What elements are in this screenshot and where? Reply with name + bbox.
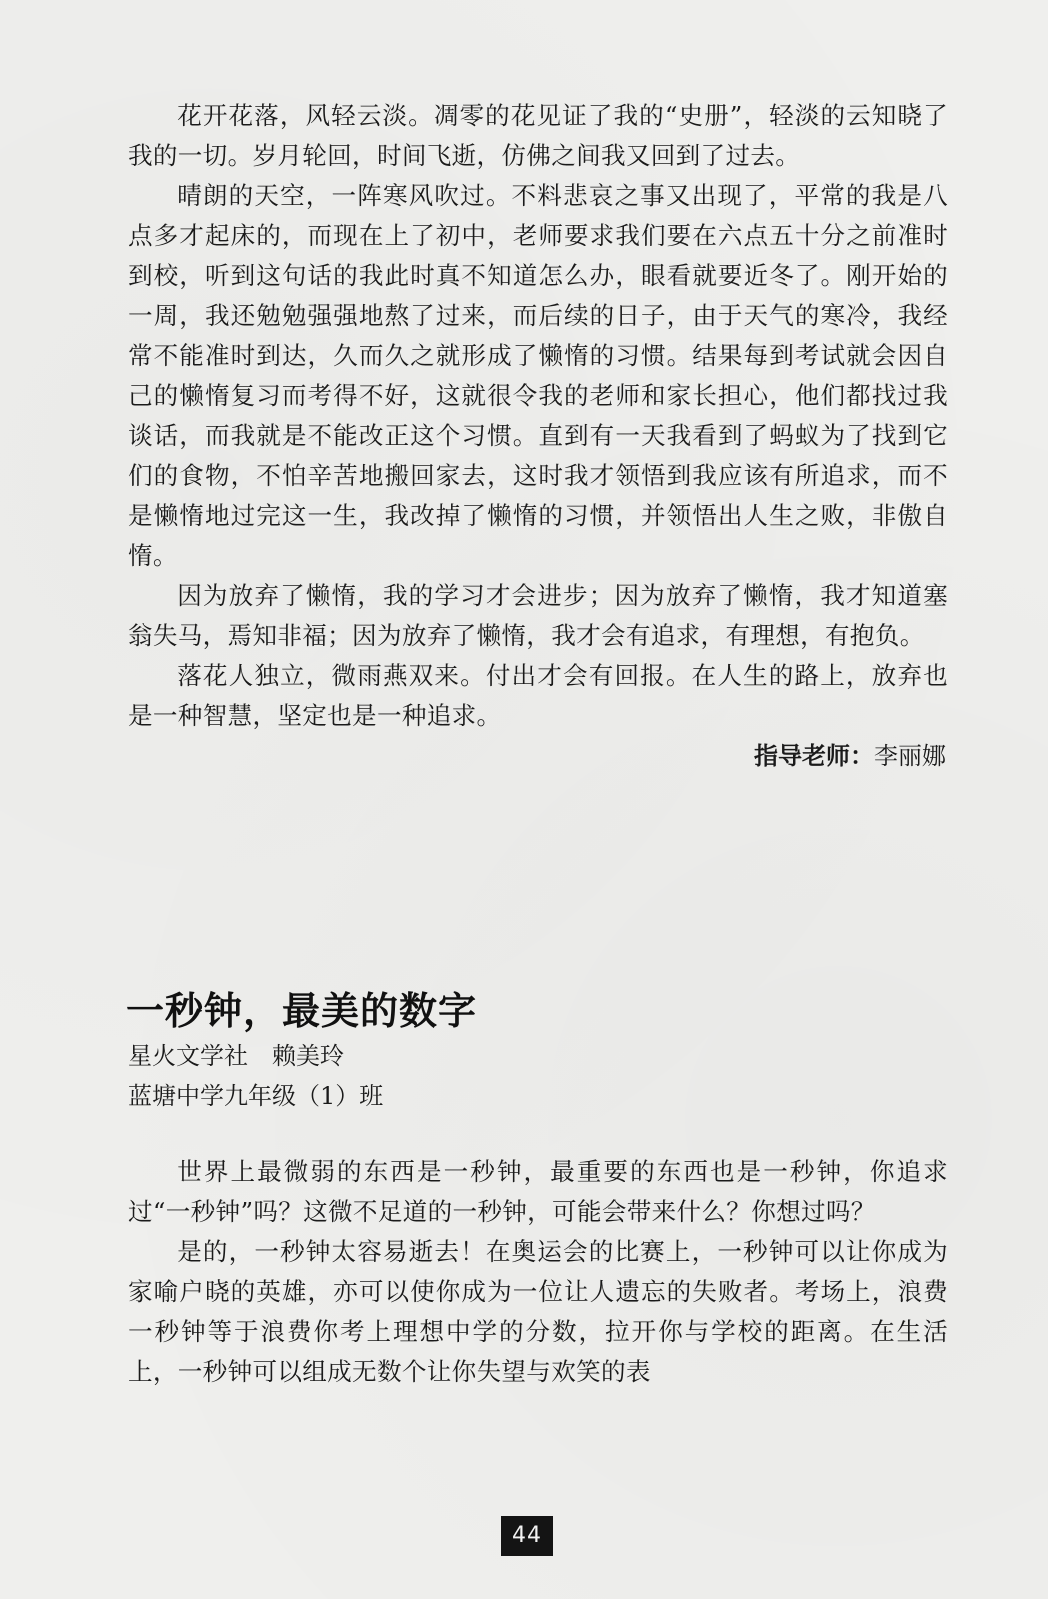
advisor-name: 李丽娜 bbox=[874, 742, 946, 770]
advisor-label: 指导老师： bbox=[754, 742, 874, 770]
author-byline: 星火文学社 赖美玲 bbox=[128, 1042, 344, 1070]
advisor-signature bbox=[128, 736, 948, 776]
paragraph: 花开花落，风轻云淡。凋零的花见证了我的“史册”，轻淡的云知晓了我的一切。岁月轮回，时间飞逝，仿佛之间我又回到了过去。 bbox=[128, 101, 948, 170]
paragraph: 落花人独立，微雨燕双来。付出才会有回报。在人生的路上，放弃也是一种智慧，坚定也是一种追求。 bbox=[128, 661, 948, 730]
page-number: 44 bbox=[501, 1516, 553, 1556]
paragraph: 晴朗的天空，一阵寒风吹过。不料悲哀之事又出现了，平常的我是八点多才起床的，而现在上了初中，老师要求我们要在六点五十分之前准时到校，听到这句话的我此时真不知道怎么办，眼看就要近冬了。刚开始的一周，我还勉勉强强地熬了过来，而后续的日子，由于天气的寒冷，我经常不能准时到达，久而久之就形成了懒惰的习惯。结果每到考试就会因自己的懒惰复习而考得不好，这就很令我的老师和家长担心，他们都找过我谈话，而我就是不能改正这个习惯。直到有一天我看到了蚂蚁为了找到它们的食物，不怕辛苦地搬回家去，这时我才领悟到我应该有所追求，而不是懒惰地过完这一生，我改掉了懒惰的习惯，并领悟出人生之败，非傲自惰。 bbox=[128, 181, 948, 570]
school-byline: 蓝塘中学九年级（1）班 bbox=[128, 1082, 384, 1110]
paragraph: 因为放弃了懒惰，我的学习才会进步；因为放弃了懒惰，我才知道塞翁失马，焉知非福；因为放弃了懒惰，我才会有追求，有理想，有抱负。 bbox=[128, 581, 948, 650]
article-body bbox=[128, 1152, 948, 1392]
paragraph: 世界上最微弱的东西是一秒钟，最重要的东西也是一秒钟，你追求过“一秒钟”吗？这微不足道的一秒钟，可能会带来什么？你想过吗？ bbox=[128, 1157, 948, 1226]
previous-article-ending bbox=[128, 96, 948, 776]
article-title: 一秒钟，最美的数字 bbox=[126, 989, 478, 1033]
paragraph: 是的，一秒钟太容易逝去！在奥运会的比赛上，一秒钟可以让你成为家喻户晓的英雄，亦可以使你成为一位让人遗忘的失败者。考场上，浪费一秒钟等于浪费你考上理想中学的分数，拉开你与学校的距离。在生活上，一秒钟可以组成无数个让你失望与欢笑的表 bbox=[128, 1237, 948, 1386]
